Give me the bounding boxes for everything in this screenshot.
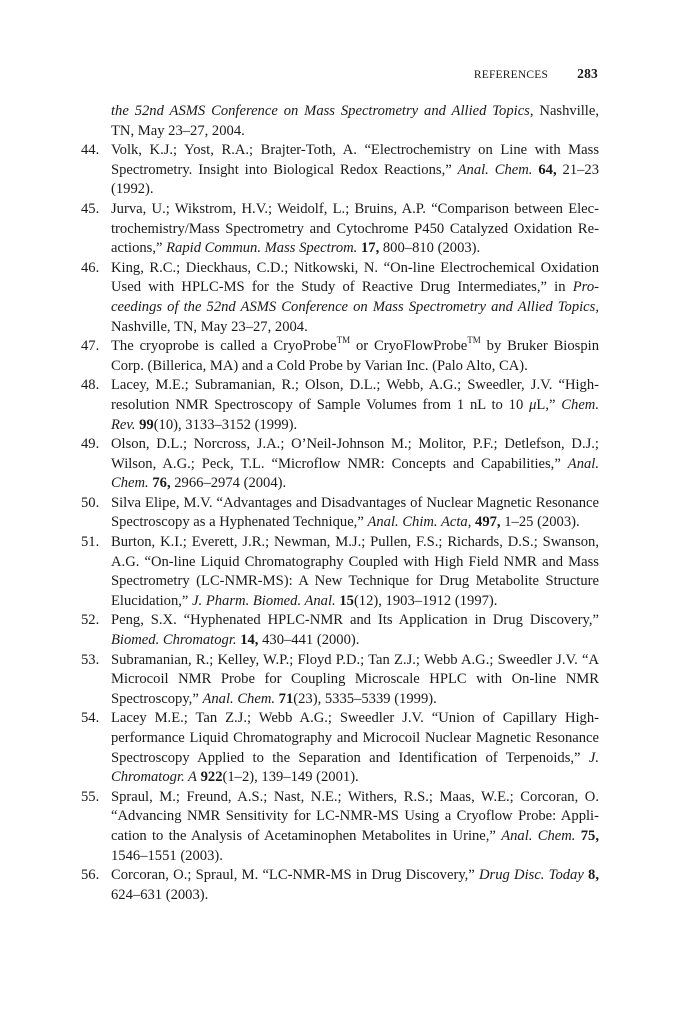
reference-number: 56.	[81, 867, 100, 884]
reference-text: 64,	[538, 161, 557, 178]
reference-text: Anal. Chim. Acta,	[367, 514, 472, 531]
reference-entry	[74, 141, 599, 200]
reference-text: Nashville, TN, May 23–27, 2004.	[111, 103, 599, 139]
reference-text: by Bruker Biospin Corp. (Billerica, MA) and a Cold Probe by Varian Inc. (Palo Alto, CA).	[111, 338, 599, 374]
reference-text: TM	[467, 335, 481, 346]
reference-text: 922	[200, 769, 223, 786]
reference-entry	[74, 435, 599, 494]
reference-text: Corcoran, O.; Spraul, M. “LC-NMR-MS in Drug Discovery,”	[111, 867, 480, 884]
reference-text: J. Chromatogr. A	[111, 749, 599, 786]
reference-text: Burton, K.I.; Everett, J.R.; Newman, M.J.; Pullen, F.S.; Richards, D.S.; Swanson, A.G. “On-line Liquid Chromatography Coupled with High Field NMR and Mass Spectrometry (LC-NMR-MS): A New Technique for Drug Metabolite Structure Elucidation,”	[111, 534, 599, 609]
reference-number: 51.	[81, 534, 100, 551]
reference-text: Drug Disc. Today	[479, 867, 584, 884]
reference-text: 15	[339, 592, 354, 609]
reference-text: 17,	[360, 240, 380, 257]
reference-text: Jurva, U.; Wikstrom, H.V.; Weidolf, L.; Bruins, A.P. “Comparison between Electrochemistry/Mass Spectrometry and Cytochrome P450 Catalyzed Oxidation Reactions,”	[111, 200, 599, 257]
reference-text: (10), 3133–3152 (1999).	[153, 416, 298, 433]
reference-text: (23), 5335–5339 (1999).	[293, 690, 437, 707]
reference-entry	[74, 494, 599, 533]
reference-entry	[74, 259, 599, 337]
reference-text: Anal. Chem.	[501, 827, 576, 844]
reference-entry	[74, 651, 599, 710]
reference-text: the 52nd ASMS Conference on Mass Spectrometry and Allied Topics,	[111, 103, 534, 119]
reference-text: 624–631 (2003).	[111, 886, 209, 903]
reference-number: 47.	[81, 338, 100, 355]
reference-text: 497,	[475, 514, 501, 531]
reference-number: 54.	[81, 710, 100, 727]
reference-text: Spraul, M.; Freund, A.S.; Nast, N.E.; Withers, R.S.; Maas, W.E.; Corcoran, O. “Advancing NMR Sensitivity for LC-NMR-MS Using a Cryoflow Probe: Application to the Analysis of Acetaminophen Metabolites in Urine,”	[111, 788, 599, 844]
reference-entry	[74, 337, 599, 376]
reference-entry	[74, 866, 599, 905]
reference-text: Silva Elipe, M.V. “Advantages and Disadvantages of Nuclear Magnetic Resonance Spectroscopy as a Hyphenated Technique,”	[111, 494, 599, 531]
reference-text: or CryoFlowProbe	[350, 338, 468, 355]
reference-text: 75,	[580, 827, 599, 844]
reference-number: 52.	[81, 612, 100, 629]
reference-entry	[74, 200, 599, 259]
reference-text: Biomed. Chromatogr.	[111, 632, 237, 649]
reference-text: 14,	[240, 632, 259, 649]
section-title: REFERENCES	[473, 69, 549, 81]
reference-text: Anal. Chem.	[202, 690, 276, 707]
reference-text: Subramanian, R.; Kelley, W.P.; Floyd P.D.; Tan Z.J.; Webb A.G.; Sweedler J.V. “A Microcoil NMR Probe for Coupling Microscale HPLC with On-line NMR Spectroscopy,”	[111, 651, 599, 707]
reference-text: Anal. Chem.	[111, 455, 599, 492]
reference-number: 46.	[81, 259, 100, 276]
reference-text: 2966–2974 (2004).	[170, 475, 287, 492]
reference-text: 99	[139, 416, 154, 433]
reference-number: 50.	[81, 494, 100, 511]
reference-text: Lacey M.E.; Tan Z.J.; Webb A.G.; Sweedler J.V. “Union of Capillary High-performance Liquid Chromatography and Microcoil Nuclear Magnetic Resonance Spectroscopy Applied to the Separation and Identification of Terpenoids,”	[111, 710, 599, 766]
reference-text: Nashville, TN, May 23–27, 2004.	[111, 318, 308, 335]
reference-text: 1–25 (2003).	[500, 514, 580, 531]
reference-text: Proceedings of the 52nd ASMS Conference on Mass Spectrometry and Allied Topics,	[111, 279, 599, 315]
reference-text: Volk, K.J.; Yost, R.A.; Brajter-Toth, A. “Electrochemistry on Line with Mass Spectrometry. Insight into Biological Redox Reactions,”	[111, 142, 599, 178]
reference-number: 53.	[81, 651, 100, 668]
page-number: 283	[577, 66, 598, 81]
reference-entry	[74, 611, 599, 650]
reference-text: (1–2), 139–149 (2001).	[222, 769, 359, 786]
reference-number: 55.	[81, 788, 100, 805]
reference-text: The cryoprobe is called a CryoProbe	[111, 338, 337, 355]
reference-text: 21–23 (1992).	[111, 161, 600, 198]
reference-entry	[74, 709, 599, 787]
reference-continuation	[74, 102, 599, 141]
reference-text: King, R.C.; Dieckhaus, C.D.; Nitkowski, N. “On-line Electrochemical Oxidation Used with HPLC-MS for the Study of Reactive Drug Intermediates,” in	[111, 259, 599, 296]
reference-text: μ	[529, 396, 537, 413]
reference-number: 48.	[81, 377, 100, 394]
reference-text: 800–810 (2003).	[379, 240, 481, 257]
reference-text: TM	[336, 335, 351, 346]
reference-text: 1546–1551 (2003).	[111, 847, 223, 864]
reference-text: Lacey, M.E.; Subramanian, R.; Olson, D.L.; Webb, A.G.; Sweedler, J.V. “High-resolution NMR Spectroscopy of Sample Volumes from 1 nL to 10	[111, 377, 599, 413]
reference-number: 44.	[81, 142, 100, 159]
reference-text: 71	[278, 690, 294, 707]
reference-text: Chem. Rev.	[111, 396, 599, 433]
reference-text: Peng, S.X. “Hyphenated HPLC-NMR and Its Application in Drug Discovery,”	[111, 612, 599, 629]
reference-text: Rapid Commun. Mass Spectrom.	[166, 240, 358, 257]
reference-text: Anal. Chem.	[457, 161, 533, 178]
reference-text: 76,	[152, 475, 171, 492]
reference-number: 49.	[81, 436, 100, 453]
reference-text: 8,	[588, 867, 599, 884]
reference-entry	[74, 788, 599, 866]
reference-list	[74, 102, 599, 905]
reference-entry	[74, 376, 599, 435]
reference-text: (12), 1903–1912 (1997).	[353, 592, 498, 609]
reference-text: Olson, D.L.; Norcross, J.A.; O’Neil-Johnson M.; Molitor, P.F.; Detlefson, D.J.; Wilson, A.G.; Peck, T.L. “Microflow NMR: Concepts and Capabilities,”	[111, 436, 599, 472]
reference-text: J. Pharm. Biomed. Anal.	[192, 592, 336, 609]
reference-text: L,”	[536, 396, 562, 413]
reference-number: 45.	[81, 200, 100, 217]
reference-entry	[74, 533, 599, 611]
reference-text: 430–441 (2000).	[258, 632, 360, 649]
running-header	[0, 66, 598, 82]
